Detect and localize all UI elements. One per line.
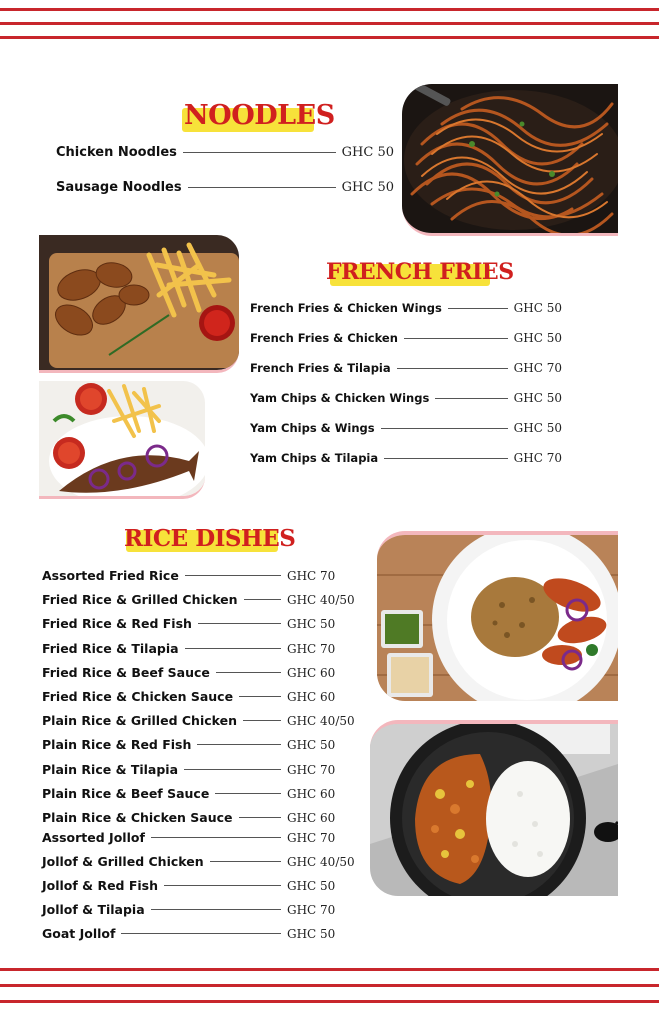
top-stripe <box>0 36 659 39</box>
item-name: Plain Rice & Red Fish <box>42 737 192 752</box>
menu-item <box>42 830 355 845</box>
leader-line <box>244 599 281 600</box>
item-price: GHC 50 <box>287 616 336 631</box>
leader-line <box>243 720 281 721</box>
item-name: Jollof & Grilled Chicken <box>42 854 204 869</box>
leader-line <box>198 623 281 624</box>
item-name: Fried Rice & Red Fish <box>42 616 192 631</box>
item-name: Plain Rice & Chicken Sauce <box>42 810 233 825</box>
item-price: GHC 50 <box>513 391 562 405</box>
item-price: GHC 40/50 <box>287 592 355 607</box>
item-name: Fried Rice & Chicken Sauce <box>42 689 234 704</box>
leader-line <box>397 368 508 369</box>
menu-item <box>42 689 355 704</box>
noodles-title: NOODLES <box>184 100 335 131</box>
menu-item <box>42 902 355 917</box>
bottom-stripe <box>0 968 659 971</box>
leader-line <box>215 793 281 794</box>
item-price: GHC 60 <box>287 810 336 825</box>
item-name: Yam Chips & Chicken Wings <box>250 391 430 405</box>
item-price: GHC 50 <box>287 878 336 893</box>
item-name: Fried Rice & Tilapia <box>42 641 179 656</box>
bottom-stripe <box>0 1000 659 1003</box>
menu-item <box>42 786 355 801</box>
item-price: GHC 40/50 <box>287 854 355 869</box>
item-name: Jollof & Red Fish <box>42 878 159 893</box>
item-name: Fried Rice & Beef Sauce <box>42 665 210 680</box>
item-name: Chicken Noodles <box>56 145 177 160</box>
menu-item <box>250 451 562 465</box>
leader-line <box>239 817 281 818</box>
item-price: GHC 50 <box>513 331 562 345</box>
item-price: GHC 50 <box>513 421 562 435</box>
top-stripe <box>0 8 659 11</box>
item-name: Fried Rice & Grilled Chicken <box>42 592 238 607</box>
leader-line <box>381 428 508 429</box>
item-price: GHC 60 <box>287 689 336 704</box>
top-stripe <box>0 22 659 25</box>
leader-line <box>121 933 281 934</box>
leader-line <box>197 744 281 745</box>
item-name: French Fries & Chicken <box>250 331 398 345</box>
item-price: GHC 70 <box>287 568 336 583</box>
rice-stew-photo <box>370 720 618 896</box>
item-price: GHC 70 <box>513 361 562 375</box>
item-name: Sausage Noodles <box>56 180 182 195</box>
leader-line <box>384 458 508 459</box>
leader-line <box>151 909 281 910</box>
leader-line <box>184 769 281 770</box>
rice-title: RICE DISHES <box>124 525 296 552</box>
leader-line <box>151 837 281 838</box>
menu-item <box>42 810 355 825</box>
item-name: Yam Chips & Wings <box>250 421 375 435</box>
item-price: GHC 50 <box>287 926 336 941</box>
menu-item <box>42 762 355 777</box>
menu-item <box>56 145 394 160</box>
menu-item <box>42 641 355 656</box>
item-price: GHC 50 <box>513 301 562 315</box>
fries-title: FRENCH FRIES <box>326 259 514 285</box>
item-price: GHC 40/50 <box>287 713 355 728</box>
menu-item <box>42 665 355 680</box>
item-price: GHC 50 <box>341 180 394 195</box>
item-name: Jollof & Tilapia <box>42 902 145 917</box>
bottom-stripe <box>0 984 659 987</box>
leader-line <box>185 575 281 576</box>
item-price: GHC 70 <box>287 902 336 917</box>
menu-item <box>42 926 355 941</box>
item-price: GHC 70 <box>287 641 336 656</box>
item-price: GHC 70 <box>287 762 336 777</box>
menu-item <box>42 854 355 869</box>
leader-line <box>216 672 281 673</box>
item-price: GHC 50 <box>341 145 394 160</box>
tilapia-fries-photo <box>39 381 205 499</box>
item-price: GHC 70 <box>513 451 562 465</box>
menu-item <box>250 421 562 435</box>
item-name: French Fries & Chicken Wings <box>250 301 442 315</box>
leader-line <box>188 187 336 188</box>
menu-item <box>250 391 562 405</box>
menu-item <box>42 568 355 583</box>
leader-line <box>404 338 508 339</box>
menu-item <box>42 878 355 893</box>
item-name: Plain Rice & Tilapia <box>42 762 179 777</box>
item-name: French Fries & Tilapia <box>250 361 391 375</box>
leader-line <box>185 648 281 649</box>
item-name: Assorted Jollof <box>42 830 145 845</box>
menu-item <box>42 737 355 752</box>
menu-item <box>42 592 355 607</box>
item-price: GHC 60 <box>287 786 336 801</box>
menu-item <box>250 331 562 345</box>
item-price: GHC 50 <box>287 737 336 752</box>
wings-fries-photo <box>39 235 239 373</box>
leader-line <box>164 885 281 886</box>
menu-item <box>42 713 355 728</box>
item-name: Yam Chips & Tilapia <box>250 451 379 465</box>
leader-line <box>183 152 336 153</box>
menu-item <box>250 361 562 375</box>
menu-item <box>42 616 355 631</box>
item-name: Plain Rice & Beef Sauce <box>42 786 210 801</box>
leader-line <box>435 398 507 399</box>
leader-line <box>210 861 281 862</box>
item-price: GHC 70 <box>287 830 336 845</box>
item-name: Plain Rice & Grilled Chicken <box>42 713 237 728</box>
item-price: GHC 60 <box>287 665 336 680</box>
item-name: Assorted Fried Rice <box>42 568 179 583</box>
leader-line <box>448 308 508 309</box>
leader-line <box>239 696 281 697</box>
menu-item <box>250 301 562 315</box>
item-name: Goat Jollof <box>42 926 116 941</box>
fried-rice-chicken-photo <box>377 531 618 701</box>
menu-item <box>56 180 394 195</box>
noodles-photo <box>402 84 618 236</box>
